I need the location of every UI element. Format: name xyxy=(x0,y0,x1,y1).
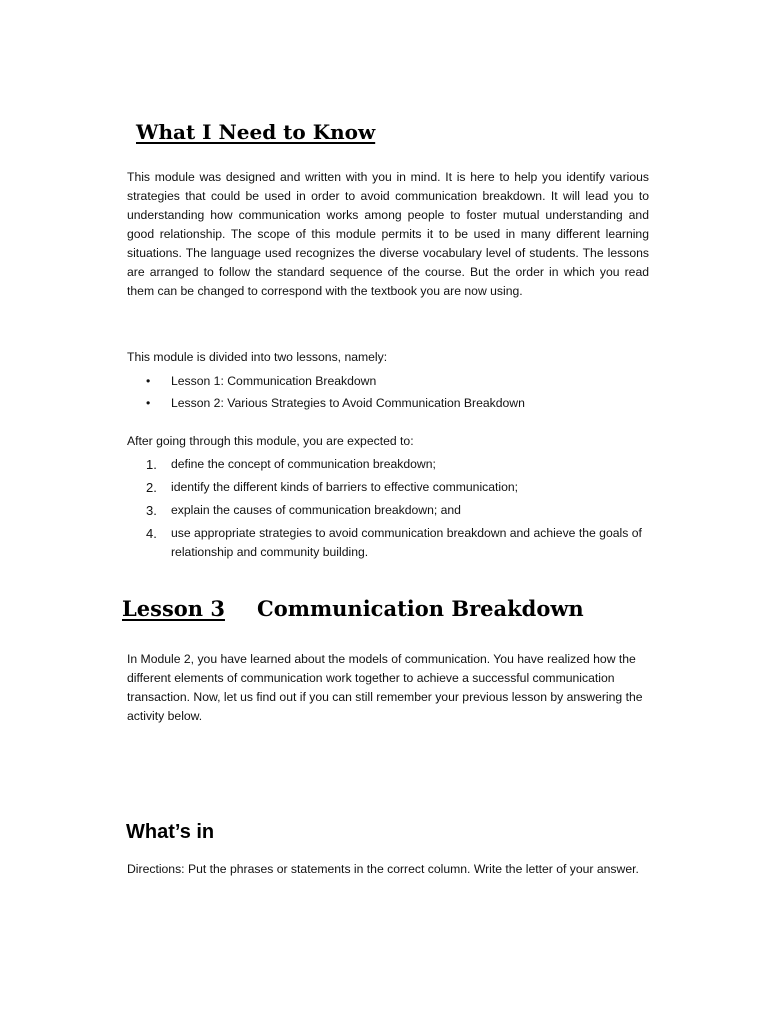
bullet-icon: • xyxy=(146,374,151,388)
lesson-item-text: Lesson 1: Communication Breakdown xyxy=(171,374,377,388)
lesson-item-text: Lesson 2: Various Strategies to Avoid Communication Breakdown xyxy=(171,396,525,410)
list-item xyxy=(127,455,649,474)
list-item xyxy=(127,370,525,392)
objective-text: explain the causes of communication breakdown; and xyxy=(171,503,461,517)
list-number: 2. xyxy=(146,480,157,495)
lesson-label: Lesson 3 xyxy=(122,596,225,621)
list-item xyxy=(127,524,649,562)
list-number: 1. xyxy=(146,457,157,472)
objectives-list xyxy=(127,455,649,566)
lesson-title: Communication Breakdown xyxy=(257,596,584,621)
objective-text: define the concept of communication breakdown; xyxy=(171,457,436,471)
lessons-list xyxy=(127,370,525,414)
lessons-intro-text: This module is divided into two lessons, namely: xyxy=(127,350,388,364)
list-item xyxy=(127,501,649,520)
lesson-intro-paragraph: In Module 2, you have learned about the models of communication. You have realized how the different elements of communication work together to achieve a successful communication transaction. Now, let us find out if you can still remember your previous lesson by answering the activity below. xyxy=(127,652,643,723)
objective-text: identify the different kinds of barriers to effective communication; xyxy=(171,480,519,494)
section-title-whats-in: What’s in xyxy=(126,821,215,843)
directions-text: Directions: Put the phrases or statements in the correct column. Write the letter of your answer. xyxy=(127,862,639,876)
list-item xyxy=(127,392,525,414)
bullet-icon: • xyxy=(146,396,151,410)
objectives-intro-text: After going through this module, you are expected to: xyxy=(127,434,414,448)
module-intro-paragraph: This module was designed and written with you in mind. It is here to help you identify various strategies that could be used in order to avoid communication breakdown. It will lead you to understanding how communication works among people to foster mutual understanding and good relationship. The scope of this module permits it to be used in many different learning situations. The language used recognizes the diverse vocabulary level of students. The lessons are arranged to follow the standard sequence of the course. But the order in which you read them can be changed to correspond with the textbook you are now using. xyxy=(127,170,649,298)
list-number: 3. xyxy=(146,503,157,518)
section-title-what-i-need-to-know: What I Need to Know xyxy=(136,120,376,144)
list-item xyxy=(127,478,649,497)
objective-text: use appropriate strategies to avoid communication breakdown and achieve the goals of relationship and community building. xyxy=(171,526,642,559)
list-number: 4. xyxy=(146,526,157,541)
